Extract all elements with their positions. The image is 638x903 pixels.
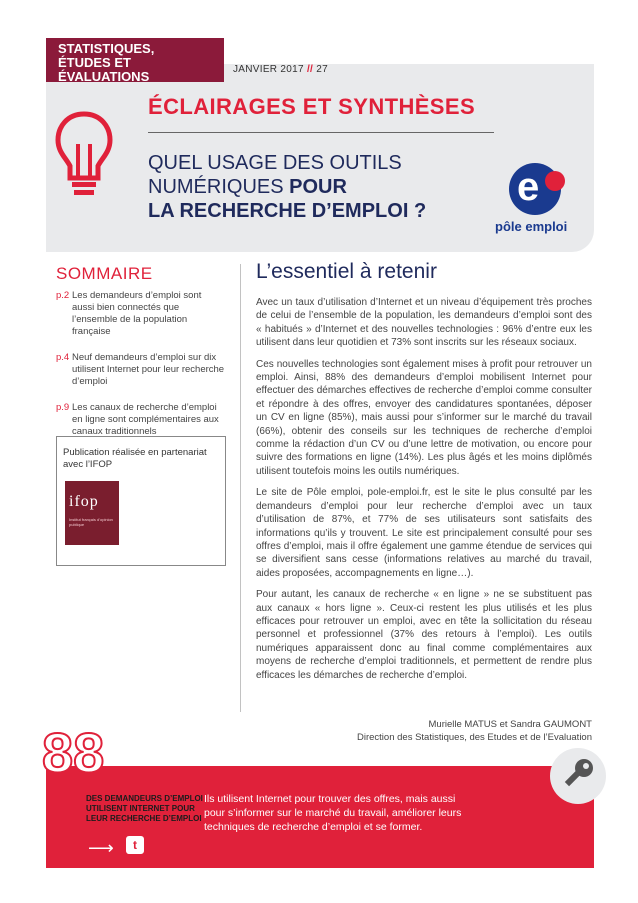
key-icon-shape	[550, 748, 606, 804]
key-figure-label: DES DEMANDEURS D’EMPLOI UTILISENT INTERNET POUR LEUR RECHERCHE D’EMPLOI	[86, 794, 203, 823]
logo-text: pôle emploi	[495, 219, 568, 234]
date-separator: //	[306, 64, 314, 75]
sommaire-text: Neuf demandeurs d’emploi sur dix utilisent Internet pour leur recherche d’emploi	[72, 352, 225, 387]
series-line-1: STATISTIQUES,	[58, 41, 155, 56]
twitter-icon[interactable]: t	[126, 836, 144, 854]
sommaire-text: Les canaux de recherche d’emploi en ligne sont complémentaires aux canaux traditionnels	[72, 402, 219, 437]
article-paragraph: Pour autant, les canaux de recherche « en ligne » ne se substituent pas aux canaux « hors ligne ». Ceux-ci restent les plus utilisés et les plus efficaces pour retrouver un emploi, avec en tête la sollicitation du réseau personnel et professionnel (37% des retours à l’emploi). Les outils numériques apparaissent donc au final comme complémentaires aux moyens de recherche d’emploi traditionnels, et permettent de rendre plus efficaces les démarches de recherche d’emploi.	[256, 589, 592, 681]
category-heading: ÉCLAIRAGES ET SYNTHÈSES	[148, 94, 476, 119]
key-icon	[550, 748, 606, 804]
authors	[357, 718, 592, 744]
arrow-icon: ⟶	[88, 838, 114, 858]
sommaire-page: p.4	[56, 352, 70, 363]
series-tag	[46, 38, 224, 82]
title-line-2-regular: NUMÉRIQUES	[148, 176, 290, 198]
sommaire-text: Les demandeurs d’emploi sont aussi bien connectés que l’ensemble de la population française	[72, 290, 202, 337]
partner-text: Publication réalisée en partenariat avec l’IFOP	[63, 447, 207, 470]
title-line-2-bold: POUR	[289, 176, 347, 198]
key-figure-banner	[46, 766, 594, 868]
sommaire-title: SOMMAIRE	[56, 264, 153, 283]
article-paragraph: Le site de Pôle emploi, pole-emploi.fr, est le site le plus consulté par les demandeurs d’emploi pour leur recherche d’emploi avec un taux d’utilisation de 87%, et 77% de ses utilisateurs sont satisfaits des informations qu’ils y trouvent. Le site est principalement consulté pour ses offres d’emploi, mais il offre également une gamme étendue de services qui se diversifient sans cesse (informations relatives au marché du travail, aides proposées, accompagnements en ligne…).	[256, 487, 592, 579]
issue-date	[233, 64, 328, 75]
sommaire-list	[56, 290, 226, 452]
sommaire-item[interactable]	[56, 290, 226, 338]
date-text: JANVIER 2017	[233, 64, 304, 75]
article-paragraph: Avec un taux d’utilisation d’Internet et un niveau d’équipement très proches de celui de l’ensemble de la population, les demandeurs d’emploi sont des « habitués » d’Internet et des nouvelles technologies : 96% d’entre eux les utilisent dans leur quotidien et 73% sont inscrits sur les réseaux sociaux.	[256, 297, 592, 349]
author-names: Murielle MATUS et Sandra GAUMONT	[428, 719, 592, 730]
author-direction: Direction des Statistiques, des Etudes et de l’Evaluation	[357, 732, 592, 743]
key-figure-text: Ils utilisent Internet pour trouver des offres, mais aussi pour s’informer sur le marché du travail, améliorer leurs techniques de recherche d’emploi et se former.	[204, 793, 462, 833]
article-body	[256, 296, 592, 690]
title-line-1: QUEL USAGE DES OUTILS	[148, 152, 402, 174]
key-figure-number: 88	[42, 721, 105, 784]
lightbulb-icon	[52, 108, 116, 204]
key-figure-unit: %	[154, 734, 171, 754]
title-divider	[148, 132, 494, 133]
partner-box	[56, 436, 226, 566]
pole-emploi-logo	[495, 163, 583, 243]
column-divider	[240, 264, 241, 712]
title-line-3: LA RECHERCHE D’EMPLOI ?	[148, 200, 427, 222]
series-line-2: ÉTUDES ET ÉVALUATIONS	[58, 55, 150, 84]
title-line-2	[148, 176, 347, 198]
sommaire-page: p.9	[56, 402, 70, 413]
sommaire-item[interactable]	[56, 402, 226, 438]
ifop-logo	[65, 481, 119, 545]
sommaire-item[interactable]	[56, 352, 226, 388]
article-title: L’essentiel à retenir	[256, 260, 437, 283]
ifop-logo-sub: Institut français d'opinion publique	[69, 517, 113, 527]
logo-letter: e	[517, 165, 540, 209]
article-paragraph: Ces nouvelles technologies sont également mises à profit pour retrouver un emploi. Ainsi, 88% des demandeurs d’emploi mobilisent Internet pour effectuer des démarches effectives de recherche d’emploi comme consulter et répondre à des offres, envoyer des candidatures spontanées, déposer un CV en ligne (85%), mais aussi pour s’informer sur le marché du travail (66%), obtenir des conseils sur les techniques de recherche d’emploi comme la rédaction d’un CV ou d’une lettre de motivation, ou encore pour suivre des formations en ligne (14%). Les plus âgés et les moins diplômés utilisent toutefois moins les outils numériques.	[256, 358, 592, 477]
ifop-logo-word: ifop	[69, 493, 99, 510]
sommaire-page: p.2	[56, 290, 70, 301]
issue-number: 27	[316, 64, 328, 75]
